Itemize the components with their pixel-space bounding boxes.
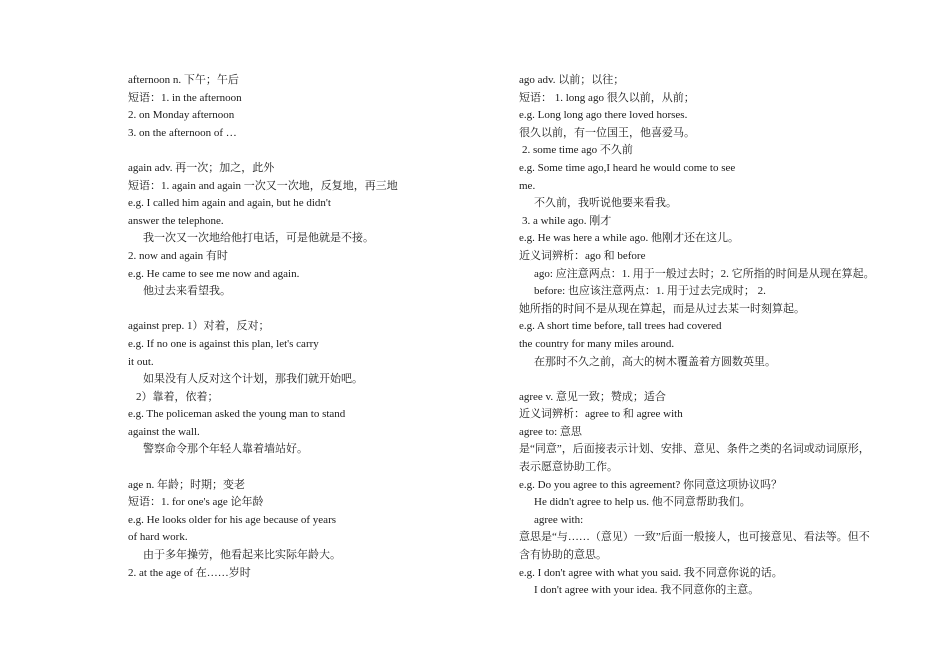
text-line: age n. 年龄；时期；变老 (128, 478, 246, 491)
text-line: e.g. Some time ago,I heard he would come to see (519, 161, 736, 174)
text-line: answer the telephone. (128, 214, 224, 227)
text-line: 警察命令那个年轻人靠着墙站好。 (143, 443, 308, 456)
text-line: e.g. He looks older for his age because of years (128, 513, 337, 526)
text-line: e.g. Long long ago there loved horses. (519, 109, 688, 122)
text-line: ago: 应注意两点：1. 用于一般过去时；2. 它所指的时间是从现在算起。 (534, 267, 875, 280)
text-line: against the wall. (128, 425, 200, 438)
text-line: against prep. 1）对着，反对； (128, 320, 270, 333)
text-line: 我一次又一次地给他打电话，可是他就是不接。 (143, 232, 374, 245)
text-line: e.g. I don't agree with what you said. 我不同意你说的话。 (519, 566, 783, 579)
text-line: 她所指的时间不是从现在算起，而是从过去某一时刻算起。 (519, 302, 805, 315)
blank-line (128, 142, 468, 160)
left-column (128, 72, 468, 582)
text-line: 如果没有人反对这个计划，那我们就开始吧。 (143, 373, 363, 386)
text-line: 由于多年操劳，他看起来比实际年龄大。 (143, 549, 341, 562)
blank-line (128, 301, 468, 319)
text-line: agree with: (534, 513, 584, 526)
text-line: 3. a while ago. 刚才 (522, 214, 612, 227)
text-line: the country for many miles around. (519, 337, 675, 350)
text-line: me. (519, 179, 536, 192)
blank-line (519, 371, 899, 389)
text-line: 3. on the afternoon of … (128, 126, 237, 139)
text-line: 意思是“与……（意见）一致”后面一般接人，也可接意见、看法等。但不 (519, 531, 870, 544)
text-line: 他过去来看望我。 (143, 285, 231, 298)
text-line: I don't agree with your idea. 我不同意你的主意。 (534, 584, 760, 597)
text-line: before: 也应该注意两点：1. 用于过去完成时； 2. (534, 285, 766, 298)
text-line: e.g. I called him again and again, but he didn't (128, 197, 331, 210)
text-line: 2. some time ago 不久前 (522, 144, 633, 157)
text-line: 很久以前，有一位国王，他喜爱马。 (519, 126, 695, 139)
text-line: 不久前，我听说他要来看我。 (534, 197, 677, 210)
text-line: 2）靠着，依着； (136, 390, 219, 403)
text-line: e.g. He came to see me now and again. (128, 267, 300, 280)
text-line: e.g. The policeman asked the young man to stand (128, 408, 346, 421)
text-line: 短语：1. in the afternoon (128, 91, 242, 104)
text-line: of hard work. (128, 531, 188, 544)
text-line: 2. on Monday afternoon (128, 109, 235, 122)
text-line: afternoon n. 下午；午后 (128, 74, 239, 86)
text-line: 2. now and again 有时 (128, 249, 228, 262)
text-line: it out. (128, 355, 154, 368)
text-line: 短语：1. again and again 一次又一次地，反复地，再三地 (128, 179, 398, 192)
text-line: 2. at the age of 在……岁时 (128, 566, 251, 579)
text-line: agree to: 意思 (519, 425, 582, 438)
text-line: 是“同意”，后面接表示计划、安排、意见、条件之类的名词或动词原形， (519, 443, 870, 456)
text-line: 表示愿意协助工作。 (519, 461, 618, 474)
text-line: agree v. 意见一致；赞成；适合 (519, 390, 666, 403)
text-line: 近义词辨析：ago 和 before (519, 249, 646, 262)
text-line: e.g. If no one is against this plan, let's carry (128, 337, 319, 350)
text-line: 近义词辨析：agree to 和 agree with (519, 408, 683, 421)
text-line: again adv. 再一次；加之，此外 (128, 161, 275, 174)
right-column (519, 72, 899, 600)
text-line: 在那时不久之前，高大的树木覆盖着方圆数英里。 (534, 355, 776, 368)
text-line: e.g. He was here a while ago. 他刚才还在这儿。 (519, 232, 739, 245)
text-line: 短语：1. for one's age 论年龄 (128, 496, 264, 509)
text-line: e.g. A short time before, tall trees had covered (519, 320, 722, 333)
text-line: He didn't agree to help us. 他不同意帮助我们。 (534, 496, 751, 509)
text-line: 短语： 1. long ago 很久以前，从前； (519, 91, 695, 104)
text-line: 含有协助的意思。 (519, 549, 607, 562)
blank-line (128, 459, 468, 477)
text-line: e.g. Do you agree to this agreement? 你同意这项协议吗？ (519, 478, 783, 491)
text-line: ago adv. 以前；以往； (519, 74, 625, 86)
